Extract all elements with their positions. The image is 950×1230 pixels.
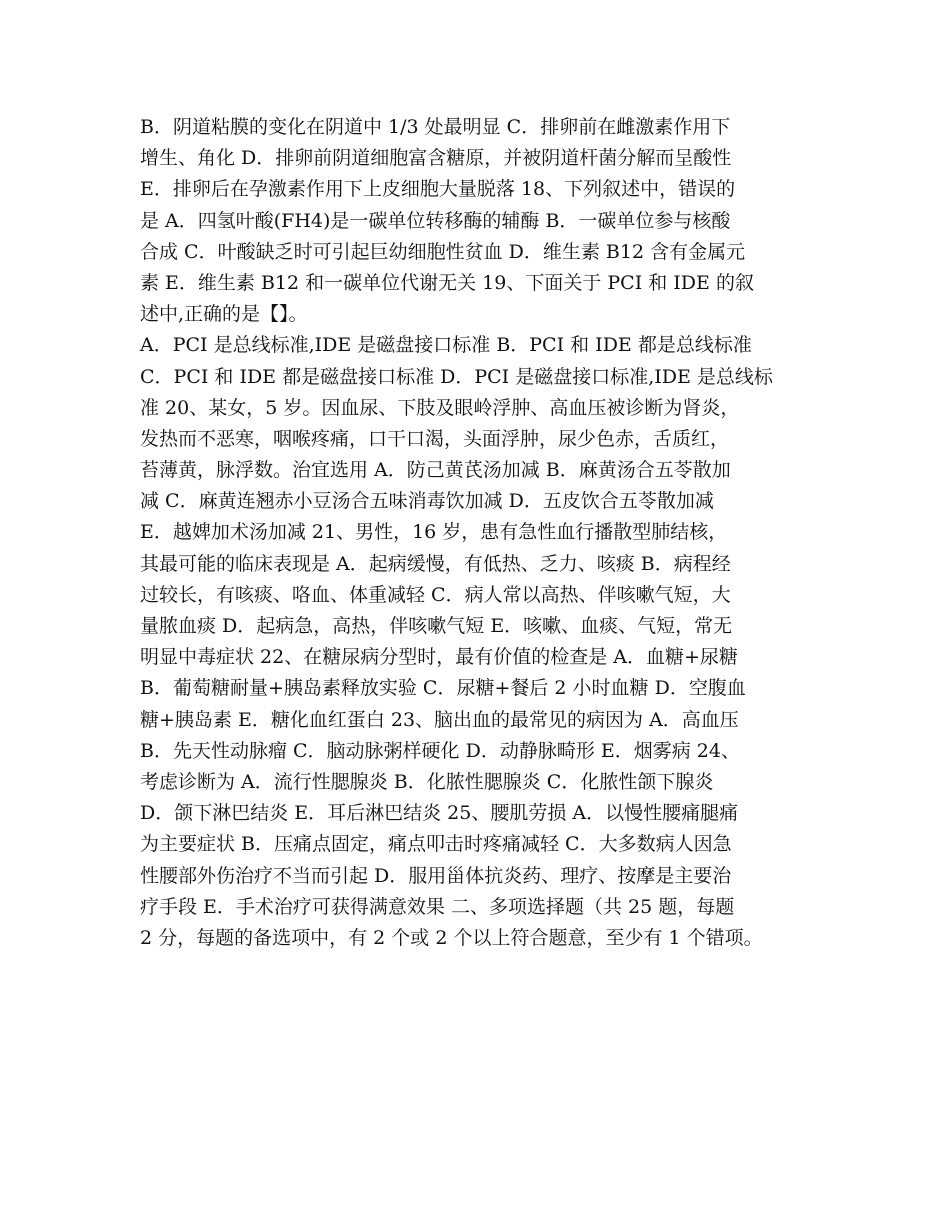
text-line: D．颌下淋巴结炎 E．耳后淋巴结炎 25、腰肌劳损 A．以慢性腰痛腿痛 [140,802,739,825]
text-line: 是 A．四氢叶酸(FH4)是一碳单位转移酶的辅酶 B．一碳单位参与核酸 [140,209,731,232]
text-line: 述中,正确的是【】。 [140,303,308,326]
text-line: B．阴道粘膜的变化在阴道中 1/3 处最明显 C．排卵前在雌激素作用下 [140,116,731,138]
text-line: C．PCI 和 IDE 都是磁盘接口标准 D．PCI 是磁盘接口标准,IDE 是总线标 [140,365,773,388]
text-line: 减 C．麻黄连翘赤小豆汤合五味消毒饮加减 D．五皮饮合五苓散加减 [140,490,714,513]
text-line: 考虑诊断为 A．流行性腮腺炎 B．化脓性腮腺炎 C．化脓性颌下腺炎 [140,770,714,793]
text-line: 发热而不恶寒，咽喉疼痛，口干口渴，头面浮肿，尿少色赤，舌质红， [140,427,730,450]
text-line: B．先天性动脉瘤 C．脑动脉粥样硬化 D．动静脉畸形 E．烟雾病 24、 [140,739,740,762]
text-line: 其最可能的临床表现是 A．起病缓慢，有低热、乏力、咳痰 B．病程经 [140,552,731,575]
text-line: 合成 C．叶酸缺乏时可引起巨幼细胞性贫血 D．维生素 B12 含有金属元 [140,240,746,263]
text-line: E．排卵后在孕激素作用下上皮细胞大量脱落 18、下列叙述中，错误的 [140,178,736,201]
text-line: B．葡萄糖耐量+胰岛素释放实验 C．尿糖+餐后 2 小时血糖 D．空腹血 [140,677,746,700]
text-line: 糖+胰岛素 E．糖化血红蛋白 23、脑出血的最常见的病因为 A．高血压 [140,708,739,731]
text-line: 过较长，有咳痰、咯血、体重减轻 C．病人常以高热、伴咳嗽气短，大 [140,583,731,606]
text-line: 素 E．维生素 B12 和一碳单位代谢无关 19、下面关于 PCI 和 IDE 的叙 [140,271,754,294]
text-line: E．越婢加术汤加减 21、男性，16 岁，患有急性血行播散型肺结核， [140,521,728,544]
text-line: 量脓血痰 D．起病急，高热，伴咳嗽气短 E．咳嗽、血痰、气短，常无 [140,615,733,637]
text-line: 增生、角化 D．排卵前阴道细胞富含糖原，并被阴道杆菌分解而呈酸性 [140,147,732,170]
text-line: 2 分，每题的备选项中，有 2 个或 2 个以上符合题意，至少有 1 个错项。 [140,926,763,949]
text-line: 准 20、某女，5 岁。因血尿、下肢及眼岭浮肿、高血压被诊断为肾炎， [140,396,740,419]
text-line: 苔薄黄，脉浮数。治宜选用 A．防己黄芪汤加减 B．麻黄汤合五苓散加 [140,459,731,482]
text-line: 明显中毒症状 22、在糖尿病分型时，最有价值的检查是 A．血糖+尿糖 [140,646,738,669]
text-line: 疗手段 E．手术治疗可获得满意效果 二、多项选择题（共 25 题，每题 [140,895,735,918]
text-line: A．PCI 是总线标准,IDE 是磁盘接口标准 B．PCI 和 IDE 都是总线标准 [140,334,752,357]
text-line: 为主要症状 B．压痛点固定，痛点叩击时疼痛减轻 C．大多数病人因急 [140,833,732,856]
document-text-body [140,112,830,954]
text-line: 性腰部外伤治疗不当而引起 D．服用甾体抗炎药、理疗、按摩是主要治 [140,864,732,887]
